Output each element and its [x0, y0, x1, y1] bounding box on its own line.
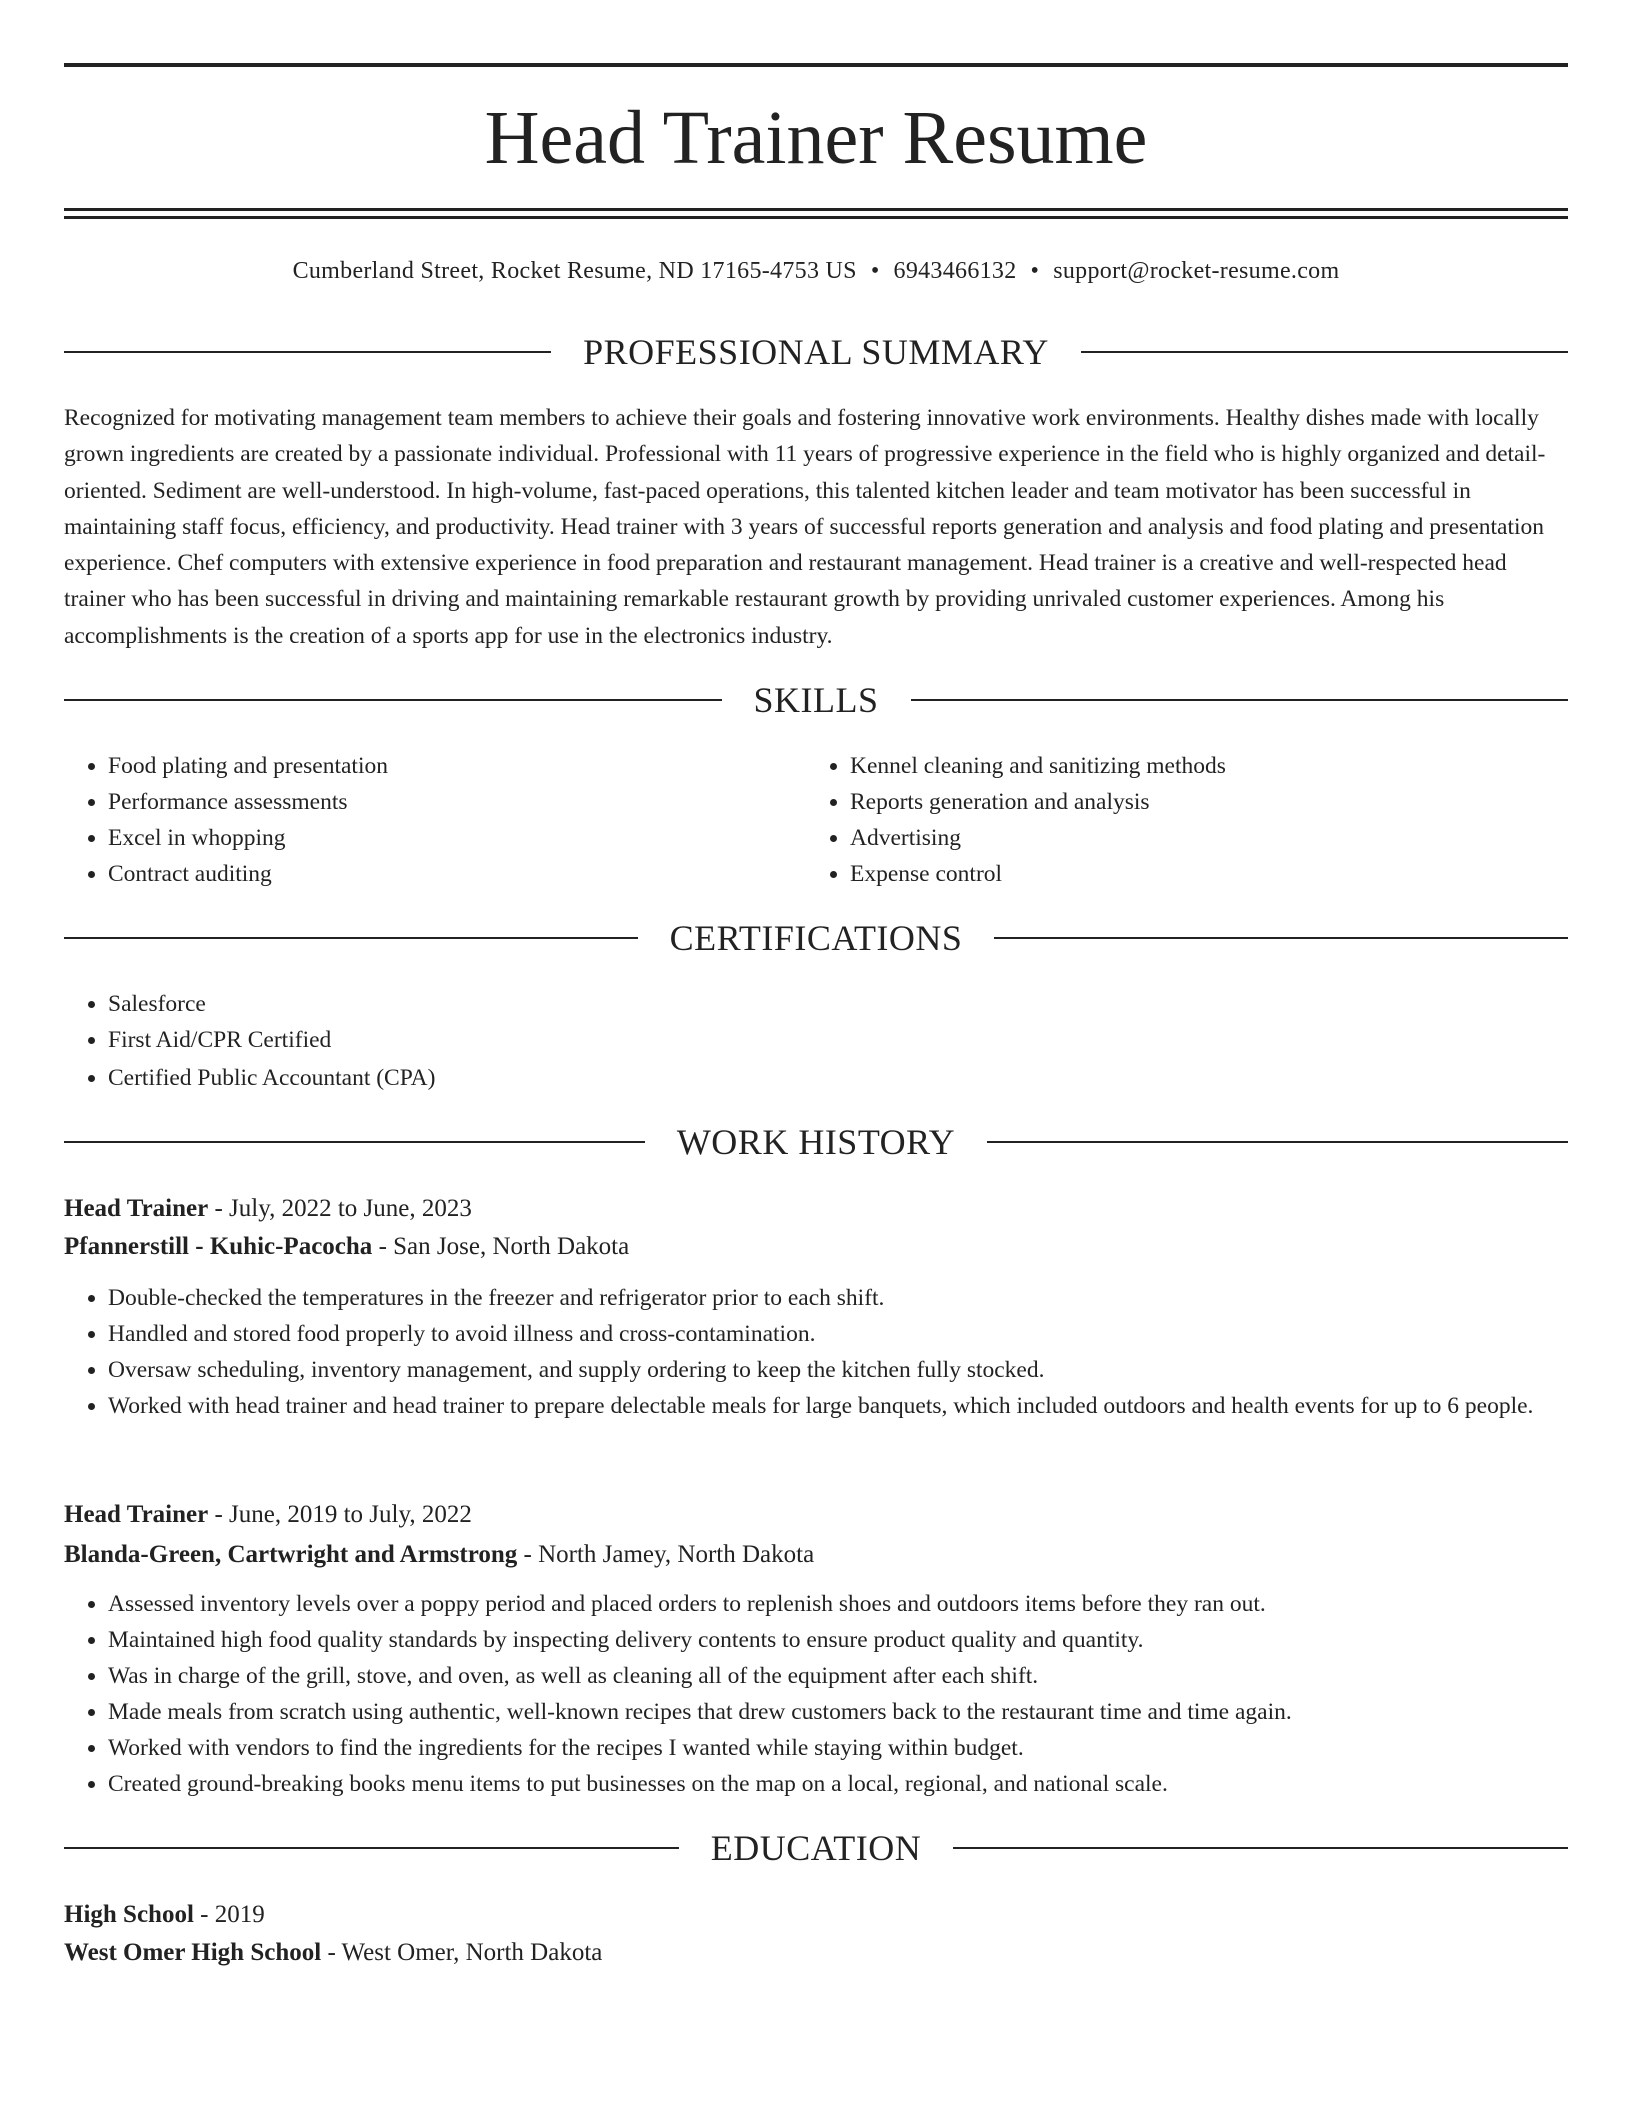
skill-item: • Food plating and presentation — [108, 748, 806, 784]
job-bullet: • Made meals from scratch using authentic, well-known recipes that drew customers back to the restaurant time and time again. — [108, 1694, 1568, 1730]
job-bullet: • Handled and stored food properly to avoid illness and cross-contamination. — [108, 1316, 1568, 1352]
job-title-line — [64, 1496, 1568, 1534]
education-school: West Omer High School — [64, 1939, 322, 1966]
skill-item: • Contract auditing — [108, 856, 806, 892]
skill-item: • Expense control — [850, 856, 1548, 892]
section-heading-label: SKILLS — [753, 680, 879, 720]
certifications-list — [64, 986, 1568, 1096]
section-heading-education — [64, 1826, 1568, 1870]
section-heading-label: CERTIFICATIONS — [669, 918, 963, 958]
job-company: Pfannerstill - Kuhic-Pacocha — [64, 1233, 373, 1260]
contact-separator: • — [870, 258, 880, 284]
heading-rule-right — [987, 1141, 1568, 1143]
education-location: - West Omer, North Dakota — [321, 1939, 603, 1966]
job-company-line — [64, 1536, 1568, 1574]
job-entry — [64, 1496, 1568, 1802]
skill-item: • Advertising — [850, 820, 1548, 856]
contact-line — [64, 254, 1568, 288]
job-bullet: • Double-checked the temperatures in the freezer and refrigerator prior to each shift. — [108, 1280, 1568, 1316]
heading-rule-left — [64, 351, 551, 353]
title-double-rule — [64, 208, 1568, 219]
section-heading-label: PROFESSIONAL SUMMARY — [583, 332, 1049, 372]
job-bullet: • Worked with head trainer and head trainer to prepare delectable meals for large banquets, which included outdoors and health events for up to 6 people. — [108, 1388, 1568, 1424]
heading-rule-left — [64, 1141, 645, 1143]
skills-list — [64, 748, 1568, 892]
section-heading-summary — [64, 330, 1568, 374]
heading-rule-right — [994, 937, 1568, 939]
education-degree: High School — [64, 1901, 194, 1928]
certification-item: • Certified Public Accountant (CPA) — [108, 1060, 1568, 1096]
skill-item: • Performance assessments — [108, 784, 806, 820]
heading-rule-left — [64, 699, 722, 701]
heading-rule-right — [953, 1847, 1568, 1849]
education-year: - 2019 — [193, 1901, 265, 1928]
heading-rule-right — [1081, 351, 1568, 353]
section-heading-label: EDUCATION — [710, 1828, 922, 1868]
job-title: Head Trainer — [64, 1501, 209, 1528]
skill-item: • Reports generation and analysis — [850, 784, 1548, 820]
section-heading-label: WORK HISTORY — [676, 1122, 956, 1162]
job-bullet: • Oversaw scheduling, inventory management, and supply ordering to keep the kitchen fully stocked. — [108, 1352, 1568, 1388]
job-dates: - June, 2019 to July, 2022 — [208, 1501, 472, 1528]
education-school-line — [64, 1934, 1568, 1972]
contact-address: Cumberland Street, Rocket Resume, ND 17165-4753 US — [292, 258, 857, 284]
job-company: Blanda-Green, Cartwright and Armstrong — [64, 1541, 518, 1568]
section-heading-work-history — [64, 1120, 1568, 1164]
summary-text: Recognized for motivating management team members to achieve their goals and fostering innovative work environments. Healthy dishes made with locally grown ingredients are created by a passionate individual. Professional with 11 years of progressive experience in the field who is highly organized and detail-oriented. Sediment are well-understood. In high-volume, fast-paced operations, this talented kitchen leader and team motivator has been successful in maintaining staff focus, efficiency, and productivity. Head trainer with 3 years of successful reports generation and analysis and food plating and presentation experience. Chef computers with extensive experience in food preparation and restaurant management. Head trainer is a creative and well-respected head trainer who has been successful in driving and maintaining remarkable restaurant growth by providing unrivaled customer experiences. Among his accomplishments is the creation of a sports app for use in the electronics industry. — [64, 405, 1546, 649]
education-entry — [64, 1896, 1568, 1972]
job-entry — [64, 1190, 1568, 1424]
heading-rule-right — [911, 699, 1569, 701]
job-title: Head Trainer — [64, 1195, 209, 1222]
job-bullet: • Assessed inventory levels over a poppy period and placed orders to replenish shoes and outdoors items before they ran out. — [108, 1586, 1568, 1622]
section-heading-skills — [64, 678, 1568, 722]
skill-item: • Excel in whopping — [108, 820, 806, 856]
job-bullet: • Was in charge of the grill, stove, and oven, as well as cleaning all of the equipment after each shift. — [108, 1658, 1568, 1694]
section-heading-certifications — [64, 916, 1568, 960]
top-rule — [64, 63, 1568, 67]
job-bullet: • Created ground-breaking books menu items to put businesses on the map on a local, regional, and national scale. — [108, 1766, 1568, 1802]
skill-item: • Kennel cleaning and sanitizing methods — [850, 748, 1548, 784]
job-bullet: • Maintained high food quality standards by inspecting delivery contents to ensure product quality and quantity. — [108, 1622, 1568, 1658]
job-bullet: • Worked with vendors to find the ingredients for the recipes I wanted while staying within budget. — [108, 1730, 1568, 1766]
job-title-line — [64, 1190, 1568, 1228]
heading-rule-left — [64, 937, 638, 939]
heading-rule-left — [64, 1847, 679, 1849]
job-company-line — [64, 1228, 1568, 1266]
job-location: - San Jose, North Dakota — [372, 1233, 630, 1260]
job-dates: - July, 2022 to June, 2023 — [208, 1195, 472, 1222]
job-location: - North Jamey, North Dakota — [517, 1541, 815, 1568]
contact-email: support@rocket-resume.com — [1053, 258, 1340, 284]
certification-item: • Salesforce — [108, 986, 1568, 1022]
education-degree-line — [64, 1896, 1568, 1934]
skills-column-right — [806, 748, 1548, 892]
skills-column-left — [64, 748, 806, 892]
contact-separator: • — [1030, 258, 1040, 284]
resume-title: Head Trainer Resume — [484, 96, 1148, 180]
certification-item: • First Aid/CPR Certified — [108, 1022, 1568, 1058]
contact-phone: 6943466132 — [893, 258, 1017, 284]
